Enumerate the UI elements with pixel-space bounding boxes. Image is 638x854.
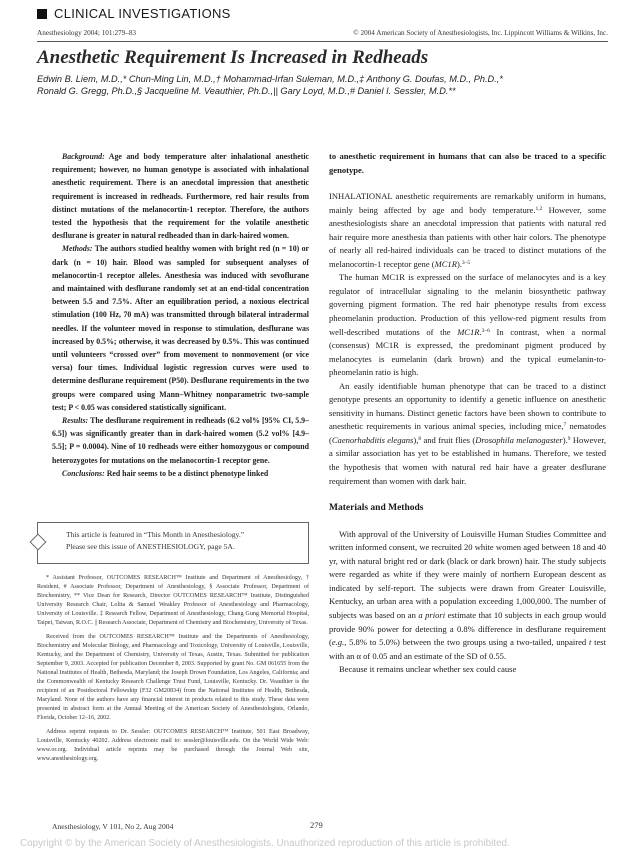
article-title: Anesthetic Requirement Is Increased in Redheads (37, 47, 429, 68)
footnote-received: Received from the OUTCOMES RESEARCH™ Institute and the Departments of Anesthesiology, Biochemistry and Molecular Biology, and Pharmacology and Toxicology, University of Louisville, Louisville, Kentucky, and the Department of Chemistry, University of Texas, Austin, Texas. Submitted for publication September 9, 2003. Accepted for publication December 8, 2003. Supported by grant No. GM 061655 from the National Institutes of Health, Bethesda, Maryland; the Joseph Drown Foundation, Los Angeles, California; and the Commonwealth of Kentucky Research Challenge Trust Fund, Louisville, Kentucky. Dr. Veauthier is the recipient of an Postdoctoral Fellowship (F32 GM20834) from the National Institutes of Health, Bethesda, Maryland. None of the authors have any financial interest in products related to this study. These data were presented in abstract form at the Annual Meeting of the American Society of Anesthesiologists, Orlando, Florida, October 12–16, 2002. (37, 633, 309, 722)
copyright-watermark: Copyright © by the American Society of Anesthesiologists. Unauthorized reproduction of this article is prohibited. (20, 838, 510, 849)
section-square-icon (37, 9, 47, 19)
abstract-background: Background: Age and body temperature alter inhalational anesthetic requirement; however, no human genotype is associated with inhalational anesthetic requirement. There is an anecdotal impression that anesthetic requirement is increased in redheads. Furthermore, red hair results from distinct mutations of the melanocortin-1 receptor. Therefore, the authors tested the hypothesis that the requirement for the volatile anesthetic desflurane is greater in natural redheaded than in dark-haired women. (52, 152, 309, 241)
body-column-right (329, 150, 606, 677)
page-number: 279 (310, 820, 323, 830)
featured-line-2: Please see this issue of ANESTHESIOLOGY, page 5A. (66, 542, 235, 551)
methods-paragraph-1: With approval of the University of Louisville Human Studies Committee and written informed consent, we recruited 20 white women aged between 18 and 40 yr, with natural bright red or dark (black or dark brown) hair. The study subjects were regarded as white if they were mainly of northern European descent as indicated by self-report. The subjects were drawn from Greater Louisville, Kentucky, an urban area with a population exceeding 1,000,000. The number of subjects was based on an a priori estimate that 10 subjects in each group would provide 90% power for detecting a 0.8% difference in desflurane requirement (e.g., 5.8% to 5.0%) between the two groups using a two-tailed, unpaired t test with an α of 0.05 and an estimate of the SD of 0.55. (329, 528, 606, 661)
footnote-reprints: Address reprint requests to Dr. Sessler: OUTCOMES RESEARCH™ Institute, 501 East Broadway, Louisville, Kentucky 40202. Address electronic mail to: sessler@louisville.edu. On the World Wide Web: www.or.org. Individual article reprints may be purchased through the Journal Web site, www.anesthesiology.org. (37, 728, 309, 762)
authors-line-1: Edwin B. Liem, M.D.,* Chun-Ming Lin, M.D.,† Mohammad-Irfan Suleman, M.D.,‡ Anthony G. Doufas, M.D., Ph.D.,* (37, 74, 503, 84)
authors-line-2: Ronald G. Gregg, Ph.D.,§ Jacqueline M. Veauthier, Ph.D.,|| Gary Loyd, M.D.,# Daniel I. Sessler, M.D.** (37, 86, 456, 96)
header-rule (37, 41, 608, 42)
featured-line-1: This article is featured in “This Month in Anesthesiology.” (66, 530, 245, 539)
footnote-affiliations: * Assistant Professor, OUTCOMES RESEARCH™ Institute and Department of Anesthesiology, † Resident, # Associate Professor, Department of Anesthesiology, § Associate Professor, Department of Biochemistry, ** Vice Dean for Research, Director OUTCOMES RESEARCH™ Institute, Distinguished University Research Chair, Lolita & Samuel Weakley Professor of Anesthesiology and Pharmacology, University of Louisville. ‡ Research Fellow, Department of Anesthesiology, Chang Gung Memorial Hospital, Taipei, Taiwan, R.O.C. || Research Associate, Department of Chemistry and Biochemistry, University of Texas. (37, 575, 309, 627)
featured-notice-text (66, 529, 302, 553)
section-header (37, 6, 231, 21)
intro-paragraph-2: The human MC1R is expressed on the surface of melanocytes and is a key regulator of intracellular signaling to the melanin biosynthetic pathway governing pigment formation. The red hair phenotype results from excess pheomelanin production. Production of this yellow-red pigment results from well-described mutations of the MC1R.$^{3-6}$ In contrast, when a normal (consensus) MC1R is expressed, the predominant pigment produced by melanocytes is eumelanin (dark brown) and the typical eumelanin-to-pheomelanin ratio is high. (329, 272, 606, 378)
journal-citation: Anesthesiology 2004; 101:279–83 (37, 29, 137, 37)
author-list (37, 73, 607, 97)
intro-paragraph-3: An easily identifiable human phenotype that can be traced to a distinct genotype presents an opportunity to identify a genetic influence on anesthetic sensitivity in humans. Distinct genetic factors have been shown to contribute to anesthetic requirements in various animal species, including mice,$^7$ nematodes (Caenorhabditis elegans),$^8$ and fruit flies (Drosophila melanogaster).$^9$ However, a similar association has yet to be established in humans. Therefore, we tested the hypothesis that women with natural red hair have a greater desflurane requirement than women with dark hair. (329, 380, 607, 486)
methods-paragraph-2: Because it remains unclear whether sex could cause (339, 664, 517, 675)
abstract-methods: Methods: The authors studied healthy women with bright red (n = 10) or dark (n = 10) hair. Blood was sampled for subsequent analyses of melanocortin-1 receptor alleles. Anesthesia was induced with sevoflurane and maintained with desflurane randomly set at an end-tidal concentration between 5.5 and 7.5%. After an equilibration period, a noxious electrical stimulation (100 Hz, 70 mA) was transmitted through bilateral intradermal needles. If the volunteer moved in response to stimulation, desflurane was increased by 0.5%; otherwise, it was decreased by 0.5%. This was continued until volunteers “crossed over” from movement to nonmovement (or vice versa) four times. Individual logistic regression curves were used to determine desflurane requirement (P50). Desflurane requirements in the two groups were compared using Mann–Whitney nonparametric two-sample test; P < 0.05 was considered statistically significant. (52, 244, 309, 412)
intro-paragraph-1: INHALATIONAL anesthetic requirements are remarkably uniform in humans, mainly being affected by age and body temperature.$^{1,2}$ However, some anesthesiologists share an anecdotal impression that patients with natural red hair require more anesthesia than patients with other hair colors. The phenotype of nearly all red-haired individuals can be traced to distinct mutations of the melanocortin-1 receptor gene (MC1R).$^{3-5}$ (329, 191, 606, 269)
methods-heading: Materials and Methods (329, 503, 424, 514)
abstract-continuation: to anesthetic requirement in humans that can also be traced to a specific genotype. (329, 151, 606, 175)
section-label: CLINICAL INVESTIGATIONS (54, 6, 231, 21)
abstract-conclusions: Conclusions: Red hair seems to be a distinct phenotype linked (62, 468, 269, 478)
abstract-results: Results: The desflurane requirement in redheads (6.2 vol% [95% CI, 5.9–6.5]) was significantly greater than in dark-haired women (5.2 vol% [4.9–5.5]; P = 0.0004). Nine of 10 redheads were either homozygous or compound heterozygotes for mutations on the melanocortin-1 receptor gene. (52, 416, 309, 465)
footnotes (37, 574, 309, 768)
publisher-copyright: © 2004 American Society of Anesthesiologists, Inc. Lippincott Williams & Wilkins, Inc. (353, 29, 608, 37)
abstract (52, 150, 309, 480)
footer-journal: Anesthesiology, V 101, No 2, Aug 2004 (52, 822, 174, 831)
